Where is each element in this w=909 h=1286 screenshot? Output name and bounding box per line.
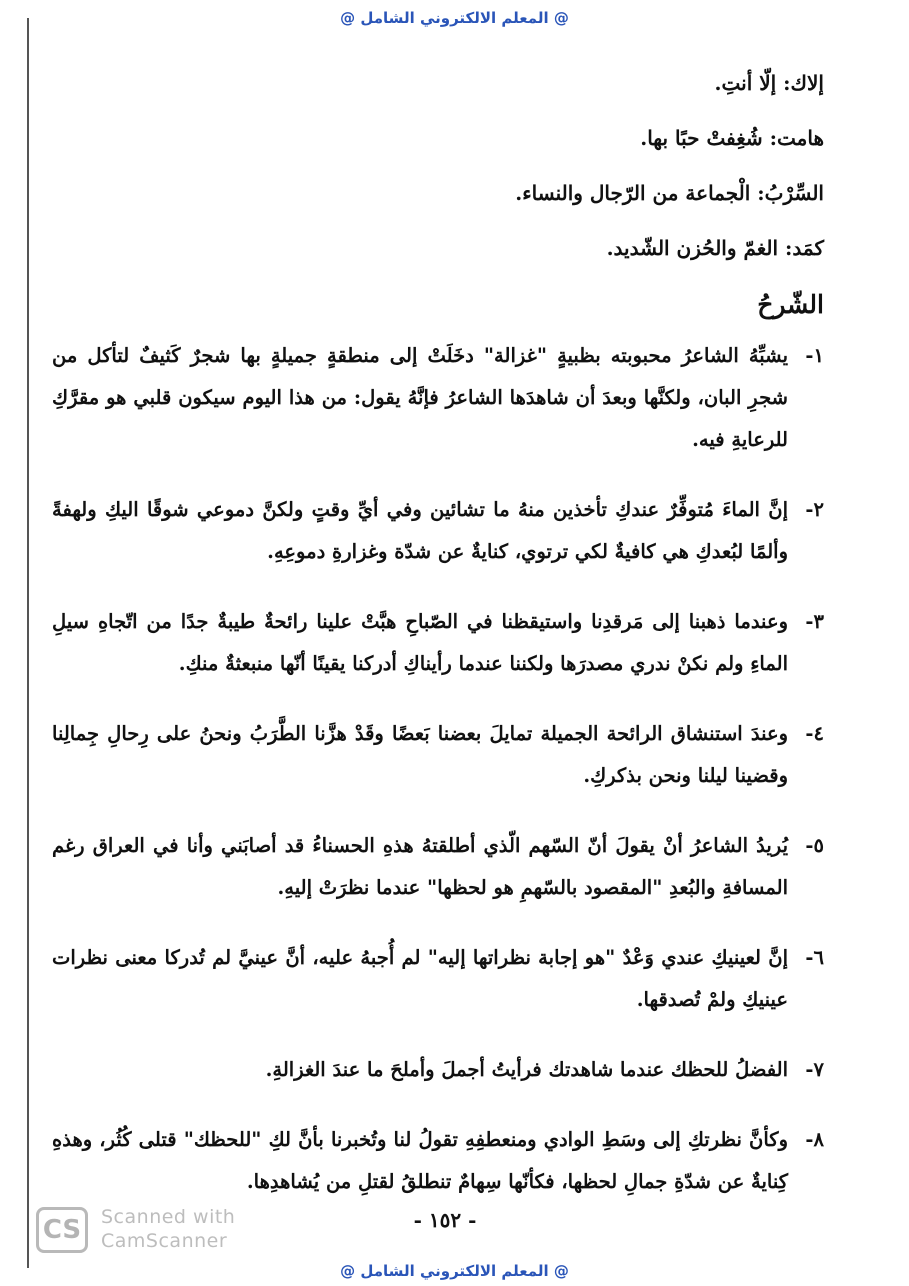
item-number: ٢- [805, 498, 824, 521]
watermark-top: @ المعلم الالكتروني الشامل @ [340, 9, 569, 27]
item-number: ٦- [805, 946, 824, 969]
item-number: ٤- [805, 722, 824, 745]
item-text: يشبِّهُ الشاعرُ محبوبته بظبيةٍ "غزالة" دخَلَتْ إلى منطقةٍ جميلةٍ بها شجرٌ كَثيفٌ لتأكل من شجرِ البان، ولكنَّها وبعدَ أن شاهدَها الشاعرُ فإنَّهُ يقول: من هذا اليوم سيكون قلبي هو مقرَّكِ للرعايةِ فيه. [52, 344, 788, 451]
item-text: الفضلُ للحظك عندما شاهدتك فرأيتُ أجملَ وأملحَ ما عندَ الغزالةِ. [265, 1058, 788, 1081]
explanation-list [52, 335, 824, 1203]
item-text: وعندما ذهبنا إلى مَرقدِنا واستيقظنا في الصّباحِ هبَّتْ علينا رائحةٌ طيبةٌ جدًا من اتّجاهِ سيلِ الماءِ ولم نكنْ ندري مصدرَها ولكننا عندما رأيناكِ أدركنا يقينًا أنّها منبعثةٌ منكِ. [52, 610, 788, 675]
list-item [52, 489, 824, 573]
section-heading: الشّرحُ [757, 290, 824, 319]
item-number: ٥- [805, 834, 824, 857]
item-text: إنَّ لعينيكِ عندي وَعْدٌ "هو إجابة نظراتها إليه" لم أُجبهُ عليه، أنَّ عينيَّ لم تُدركا معنى نظرات عينيكِ ولمْ تُصدقها. [52, 946, 788, 1011]
item-text: وعندَ استنشاق الرائحة الجميلة تمايلَ بعضنا بَعضًا وقَدْ هزَّنا الطَّرَبُ ونحنُ على رِحالِ جِمالِنا وقضينا ليلنا ونحن بذكركِ. [52, 722, 788, 787]
glossary-entry: هامت: شُغِفتْ حبًا بها. [640, 126, 824, 150]
glossary-entry: السِّرْبُ: الْجماعة من الرّجال والنساء. [515, 181, 824, 205]
list-item [52, 825, 824, 909]
item-number: ١- [805, 344, 824, 367]
glossary-entry: كمَد: الغمّ والحُزن الشّديد. [606, 236, 824, 260]
scanner-line-1: Scanned with [101, 1206, 236, 1228]
watermark-bottom: @ المعلم الالكتروني الشامل @ [340, 1262, 569, 1280]
list-item [52, 1049, 824, 1091]
margin-line [27, 18, 29, 1268]
list-item [52, 713, 824, 797]
item-number: ٣- [805, 610, 824, 633]
item-number: ٧- [805, 1058, 824, 1081]
scanner-line-2: CamScanner [101, 1230, 228, 1252]
item-number: ٨- [805, 1128, 824, 1151]
list-item [52, 335, 824, 461]
list-item [52, 937, 824, 1021]
item-text: إنَّ الماءَ مُتوفِّرٌ عندكِ تأخذين منهُ ما تشائين وفي أيِّ وقتٍ ولكنَّ دموعي شوقًا اليكِ ولهفةً وألمًا لبُعدكِ هي كافيةٌ لكي ترتوي، كنايةٌ عن شدّة وغزارةِ دموعِهِ. [52, 498, 788, 563]
glossary [52, 70, 824, 261]
glossary-entry: إلاك: إلّا أنتِ. [714, 71, 824, 95]
scanner-watermark [101, 1205, 235, 1253]
list-item [52, 601, 824, 685]
page-number: - ١٥٢ - [413, 1208, 477, 1232]
camscanner-logo-icon: CS [36, 1207, 88, 1253]
list-item [52, 1119, 824, 1203]
page-content [52, 70, 824, 1231]
item-text: وكأنَّ نظرتكِ إلى وسَطِ الوادي ومنعطفِهِ تقولُ لنا وتُخبرنا بأنَّ لكِ "للحظك" قتلى كُثُر، وهذهِ كِنايةٌ عن شدّةِ جمالِ لحظها، فكأنّها سِهامٌ تنطلقُ لقتلِ من يُشاهدِها. [52, 1128, 788, 1193]
item-text: يُريدُ الشاعرُ أنْ يقولَ أنّ السّهم الّذي أطلقتهُ هذهِ الحسناءُ قد أصابَني وأنا في العراق رغم المسافةِ والبُعدِ "المقصود بالسّهمِ هو لحظها" عندما نظرَتْ إليهِ. [52, 834, 788, 899]
